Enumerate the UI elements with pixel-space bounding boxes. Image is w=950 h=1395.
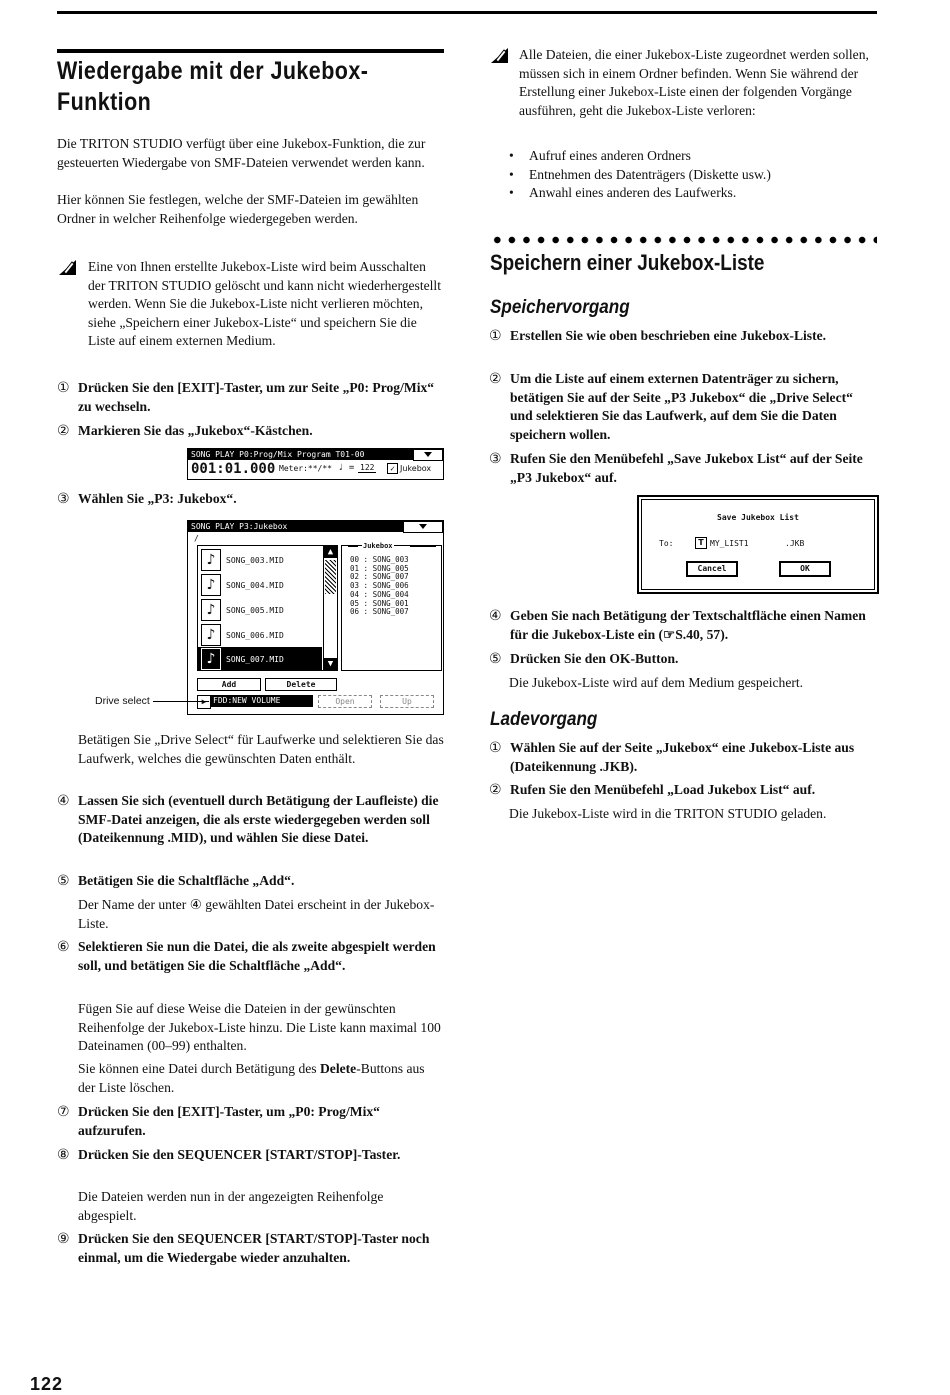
top-rule bbox=[57, 11, 877, 14]
load-step-2: ② Rufen Sie den Menübefehl „Load Jukebox List“ auf. bbox=[489, 782, 816, 798]
intro-paragraph-2: Hier können Sie festlegen, welche der SMF-Dateien im gewählten Ordner in welcher Reihenfolge wiedergegeben werden. bbox=[57, 192, 419, 226]
step-5: ⑤ Betätigen Sie die Schaltfläche „Add“. bbox=[57, 873, 295, 889]
drive-select-callout-label: Drive select bbox=[95, 695, 150, 707]
step-3: ③ Wählen Sie „P3: Jukebox“. bbox=[57, 491, 237, 507]
step-6: ⑥ Selektieren Sie nun die Datei, die als zweite abgespielt werden soll, und betätigen Sie die Schaltfläche „Add“. bbox=[57, 939, 436, 973]
page-title: Wiedergabe mit der Jukebox-Funktion bbox=[57, 57, 369, 116]
dialog-title: Save Jukebox List bbox=[717, 513, 799, 522]
jukebox-list bbox=[341, 542, 442, 671]
note-pencil-icon bbox=[490, 46, 510, 64]
lcd-jukebox bbox=[187, 520, 444, 715]
text-edit-icon[interactable]: T bbox=[695, 537, 707, 549]
load-step-1: ① Wählen Sie auf der Seite „Jukebox“ eine Jukebox-Liste aus (Dateikennung .JKB). bbox=[489, 740, 855, 774]
list-item-selected[interactable]: ♪ SONG_007.MID bbox=[198, 647, 322, 670]
list-item: • Aufruf eines anderen Ordners bbox=[509, 147, 771, 166]
title-bar bbox=[57, 49, 444, 53]
callout-line bbox=[153, 701, 209, 702]
dialog-to-label: To: bbox=[659, 539, 674, 548]
list-item[interactable]: ♪ SONG_003.MID bbox=[201, 549, 321, 571]
drive-select-arrow-icon[interactable] bbox=[197, 695, 211, 709]
lcd2-path: / bbox=[194, 534, 199, 543]
delete-button[interactable]: Delete bbox=[265, 678, 337, 691]
step-4: ④ Lassen Sie sich (eventuell durch Betätigung der Laufleiste) die SMF-Datei anzeigen, die als erste wiedergegeben werden soll (Dateikennung .MID), und wählen Sie diese Datei. bbox=[57, 793, 439, 846]
save-step-1: ① Erstellen Sie wie oben beschrieben eine Jukebox-Liste. bbox=[489, 328, 827, 344]
step-9: ⑨ Drücken Sie den SEQUENCER [START/STOP]-Taster noch einmal, um die Wiedergabe wieder anzuhalten. bbox=[57, 1231, 430, 1265]
lcd1-title-bar: SONG PLAY P0:Prog/Mix Program T01-00 bbox=[188, 449, 443, 460]
lcd2-menu-dropdown[interactable] bbox=[403, 521, 443, 533]
step-1: ① Drücken Sie den [EXIT]-Taster, um zur Seite „P0: Prog/Mix“ zu wechseln. bbox=[57, 380, 435, 414]
lcd1-jukebox-label: Jukebox bbox=[400, 464, 432, 473]
step-6-description-2: Sie können eine Datei durch Betätigung des Delete-Buttons aus der Liste löschen. bbox=[78, 1061, 425, 1095]
list-item[interactable]: 05 : SONG_001 bbox=[350, 598, 409, 608]
page-number: 122 bbox=[30, 1374, 64, 1394]
dialog-extension: .JKB bbox=[785, 539, 805, 548]
list-item[interactable]: ♪ SONG_004.MID bbox=[201, 574, 321, 596]
step-7: ⑦ Drücken Sie den [EXIT]-Taster, um „P0: Prog/Mix“ aufzurufen. bbox=[57, 1104, 380, 1138]
list-item[interactable]: ♪ SONG_006.MID bbox=[201, 624, 321, 646]
section-dotted-rule bbox=[490, 236, 877, 244]
step-8-description: Die Dateien werden nun in der angezeigten Reihenfolge abgespielt. bbox=[78, 1189, 384, 1223]
save-step-5: ⑤ Drücken Sie den OK-Button. bbox=[489, 651, 679, 667]
load-step-2-description: Die Jukebox-Liste wird in die TRITON STUDIO geladen. bbox=[509, 806, 827, 821]
list-item[interactable]: 04 : SONG_004 bbox=[350, 589, 409, 599]
music-file-icon: ♪ bbox=[201, 549, 221, 571]
lcd1-tempo[interactable]: 122 bbox=[360, 463, 375, 472]
step-5-description: Der Name der unter ④ gewählten Datei erscheint in der Jukebox-Liste. bbox=[78, 897, 435, 931]
list-item[interactable]: 01 : SONG_005 bbox=[350, 563, 409, 573]
note-pencil-icon bbox=[58, 258, 78, 276]
lcd1-meter: Meter:**/** bbox=[279, 464, 332, 473]
chevron-down-icon bbox=[424, 452, 432, 457]
lcd2-title-bar: SONG PLAY P3:Jukebox bbox=[188, 521, 443, 532]
section-title: Speichern einer Jukebox-Liste bbox=[490, 250, 765, 275]
scroll-down-arrow-icon[interactable]: ▼ bbox=[324, 658, 337, 670]
step-2: ② Markieren Sie das „Jukebox“-Kästchen. bbox=[57, 423, 313, 439]
list-item[interactable]: 03 : SONG_006 bbox=[350, 581, 409, 591]
list-item[interactable]: 02 : SONG_007 bbox=[350, 572, 409, 582]
intro-paragraph-1: Die TRITON STUDIO verfügt über eine Jukebox-Funktion, die zur gesteuerten Wiedergabe von SMF-Dateien verwendet werden kann. bbox=[57, 136, 426, 170]
save-jukebox-dialog bbox=[637, 495, 879, 594]
save-step-3: ③ Rufen Sie den Menübefehl „Save Jukebox List“ auf der Seite „P3 Jukebox“ auf. bbox=[489, 451, 863, 485]
subsection-load-title: Ladevorgang bbox=[490, 709, 598, 730]
drive-select[interactable]: FDD:NEW VOLUME bbox=[211, 695, 313, 707]
music-file-icon: ♪ bbox=[201, 574, 221, 596]
list-item: • Anwahl eines anderen des Laufwerks. bbox=[509, 184, 771, 203]
file-list-items bbox=[198, 546, 322, 670]
list-item[interactable]: ♪ SONG_005.MID bbox=[201, 599, 321, 621]
open-button[interactable]: Open bbox=[318, 695, 372, 708]
step-8: ⑧ Drücken Sie den SEQUENCER [START/STOP]-Taster. bbox=[57, 1147, 401, 1163]
drive-select-text: Betätigen Sie „Drive Select“ für Laufwerke und selektieren Sie das Laufwerk, welches die gewünschten Daten enthält. bbox=[78, 732, 444, 766]
save-step-2: ② Um die Liste auf einem externen Datenträger zu sichern, betätigen Sie auf der Seite „P3 Jukebox“ die „Drive Select“ und selektieren Sie das Laufwerk, auf dem Sie die Daten speichern wollen. bbox=[489, 371, 853, 442]
list-item[interactable]: 00 : SONG_003 bbox=[350, 555, 409, 564]
add-button[interactable]: Add bbox=[197, 678, 261, 691]
ok-button[interactable]: OK bbox=[779, 561, 831, 577]
chevron-down-icon bbox=[419, 524, 427, 529]
save-step-4: ④ Geben Sie nach Betätigung der Textschaltfläche einen Namen für die Jukebox-Liste ein (☞S.40, 57). bbox=[489, 608, 866, 642]
up-button[interactable]: Up bbox=[380, 695, 434, 708]
scroll-up-arrow-icon[interactable]: ▲ bbox=[324, 546, 337, 558]
music-file-icon: ♪ bbox=[201, 599, 221, 621]
list-item[interactable]: 06 : SONG_007 bbox=[350, 607, 409, 617]
left-note: Eine von Ihnen erstellte Jukebox-Liste wird beim Ausschalten der TRITON STUDIO gelöscht und kann nicht wiederhergestellt werden. Wenn Sie die Jukebox-Liste nicht verlieren möchten, siehe „Speichern einer Jukebox-Liste“ und speichern Sie die Liste auf einem externen Medium. bbox=[88, 259, 441, 349]
music-file-icon: ♪ bbox=[201, 624, 221, 646]
jukebox-checkbox[interactable]: ✓ bbox=[387, 463, 398, 474]
cancel-button[interactable]: Cancel bbox=[686, 561, 738, 577]
jukebox-entries bbox=[350, 556, 409, 617]
right-note: Alle Dateien, die einer Jukebox-Liste zugeordnet werden sollen, müssen sich in einem Ordner befinden. Wenn Sie während der Erstellung einer Jukebox-Liste einen der folgenden Vorgänge ausführen, geht die Jukebox-Liste verloren: bbox=[519, 47, 869, 118]
lcd1-time: 001:01.000 bbox=[191, 461, 276, 477]
scrollbar-thumb[interactable] bbox=[325, 560, 336, 594]
music-file-icon: ♪ bbox=[201, 648, 221, 670]
save-step-5-description: Die Jukebox-Liste wird auf dem Medium gespeichert. bbox=[509, 675, 804, 690]
list-item: • Entnehmen des Datenträgers (Diskette usw.) bbox=[509, 166, 771, 185]
file-list-scrollbar[interactable] bbox=[323, 546, 337, 670]
step-6-description-1: Fügen Sie auf diese Weise die Dateien in der gewünschten Reihenfolge der Jukebox-Liste hinzu. Die Liste kann maximal 100 Dateinamen (00–99) enthalten. bbox=[78, 1001, 441, 1054]
subsection-save-title: Speichervorgang bbox=[490, 297, 630, 318]
lcd1-tempo-label: ♩ = bbox=[338, 463, 355, 473]
dialog-filename[interactable]: MY_LIST1 bbox=[710, 539, 749, 548]
jukebox-list-title: Jukebox bbox=[363, 542, 393, 550]
warning-bullet-list bbox=[509, 147, 771, 203]
file-list bbox=[197, 545, 338, 671]
lcd1-dropdown[interactable] bbox=[413, 449, 443, 461]
lcd-prog-mix bbox=[187, 448, 444, 480]
